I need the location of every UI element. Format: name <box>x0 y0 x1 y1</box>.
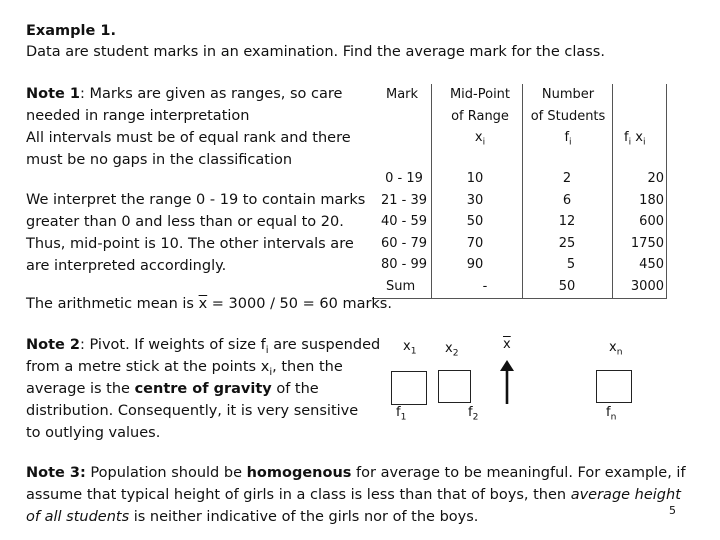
midpoint-column <box>452 168 498 297</box>
header-midpoint-line-1: Mid-Point <box>449 87 511 102</box>
table-cell: 5 <box>566 257 576 272</box>
header-midpoint <box>440 84 520 149</box>
page-subtitle: Data are student marks in an examination. Find the average mark for the class. <box>26 44 605 60</box>
table-cell: 50 <box>466 214 484 229</box>
header-number <box>526 84 610 149</box>
label-x1: $x_1$ <box>403 339 417 357</box>
label-f2: $f_2$ <box>468 405 479 423</box>
table-cell: 80 - 99 <box>380 257 428 272</box>
table-cell: 25 <box>558 235 576 251</box>
table-cell: 90 <box>466 257 484 272</box>
interpretation-line-3: Thus, mid-point is 10. The other intervals are <box>26 236 354 252</box>
x-bar-symbol: $\overline{x}$ <box>198 296 208 312</box>
table-cell: 12 <box>558 214 576 229</box>
weight-box-n <box>596 370 632 403</box>
label-xn: $x_n$ <box>609 340 623 358</box>
mean-statement: The arithmetic mean is $\overline{x} = 3000 / 50 = 60$ marks. <box>26 296 392 312</box>
sum-label: Sum <box>386 278 416 294</box>
fx-column <box>618 168 664 297</box>
table-cell: 3000 <box>630 278 664 294</box>
interpretation-line-1: We interpret the range 0 - 19 to contain marks <box>26 192 366 208</box>
table-cell: 1750 <box>630 235 664 251</box>
mark-column <box>378 168 430 297</box>
note1-block <box>26 83 351 171</box>
table-cell: 50 <box>558 278 576 294</box>
table-cell: 0 - 19 <box>385 171 423 186</box>
note1-line-4: must be no gaps in the classification <box>26 152 293 168</box>
table-cell: 21 - 39 <box>380 192 428 208</box>
pivot-arrow-icon <box>497 360 517 406</box>
table-cell: 20 <box>647 171 664 186</box>
table-cell: 40 - 59 <box>380 214 428 229</box>
page-number: 5 <box>669 504 676 517</box>
note2-block: Note 2: Pivot. If weights of size $f_i$ are suspended from a metre stick at the points $x_i$, then the average is the centre of gravity of the distribution. Consequently, it is very sensitive to outlying values. <box>26 337 381 441</box>
table-cell: - <box>482 278 488 294</box>
table-divider <box>522 84 523 299</box>
table-cell: 2 <box>562 171 572 186</box>
table-divider <box>666 84 667 299</box>
label-xbar: $\overline{x}$ <box>503 337 511 352</box>
label-fn: $f_n$ <box>606 405 617 423</box>
interpretation-block <box>26 189 365 277</box>
header-midpoint-line-2: of Range <box>451 108 509 124</box>
note3-label: Note 3: <box>26 465 86 481</box>
note1-line-2: needed in range interpretation <box>26 108 250 124</box>
note2-label: Note 2 <box>26 337 80 353</box>
label-f1: $f_1$ <box>396 405 407 423</box>
table-cell: 180 <box>639 192 664 208</box>
table-cell: 6 <box>562 192 572 208</box>
table-divider <box>612 84 613 299</box>
number-column <box>546 168 588 297</box>
table-cell: 70 <box>466 235 484 251</box>
note1-line-1: : Marks are given as ranges, so care <box>80 86 343 102</box>
page-title: Example 1. <box>26 23 116 39</box>
header-mark: Mark <box>386 87 419 102</box>
interpretation-line-2: greater than 0 and less than or equal to 20. <box>26 214 344 230</box>
header-number-line-2: of Students <box>530 108 606 124</box>
weight-box-2 <box>438 370 471 403</box>
table-cell: 60 - 79 <box>380 235 428 251</box>
label-x2: $x_2$ <box>445 341 459 359</box>
interpretation-line-4: are interpreted accordingly. <box>26 258 227 274</box>
table-cell: 10 <box>466 171 484 186</box>
table-cell: 450 <box>639 257 664 272</box>
note3-block: Note 3: Population should be homogenous for average to be meaningful. For example, if assume that typical height of girls in a class is less than that of boys, then average height of all students is neither indicative of the girls nor of the boys. <box>26 465 686 525</box>
table-divider <box>372 298 667 299</box>
header-number-line-1: Number <box>541 87 595 102</box>
header-number-symbol: $f_i$ <box>564 130 572 148</box>
weight-box-1 <box>391 371 427 405</box>
header-midpoint-symbol: $x_i$ <box>474 130 486 148</box>
note1-label: Note 1 <box>26 86 80 102</box>
table-cell: 600 <box>639 214 664 229</box>
table-cell: 30 <box>466 192 484 208</box>
table-divider <box>431 84 432 299</box>
header-fx: $f_i$ $x_i$ <box>624 130 646 148</box>
note1-line-3: All intervals must be of equal rank and there <box>26 130 351 146</box>
